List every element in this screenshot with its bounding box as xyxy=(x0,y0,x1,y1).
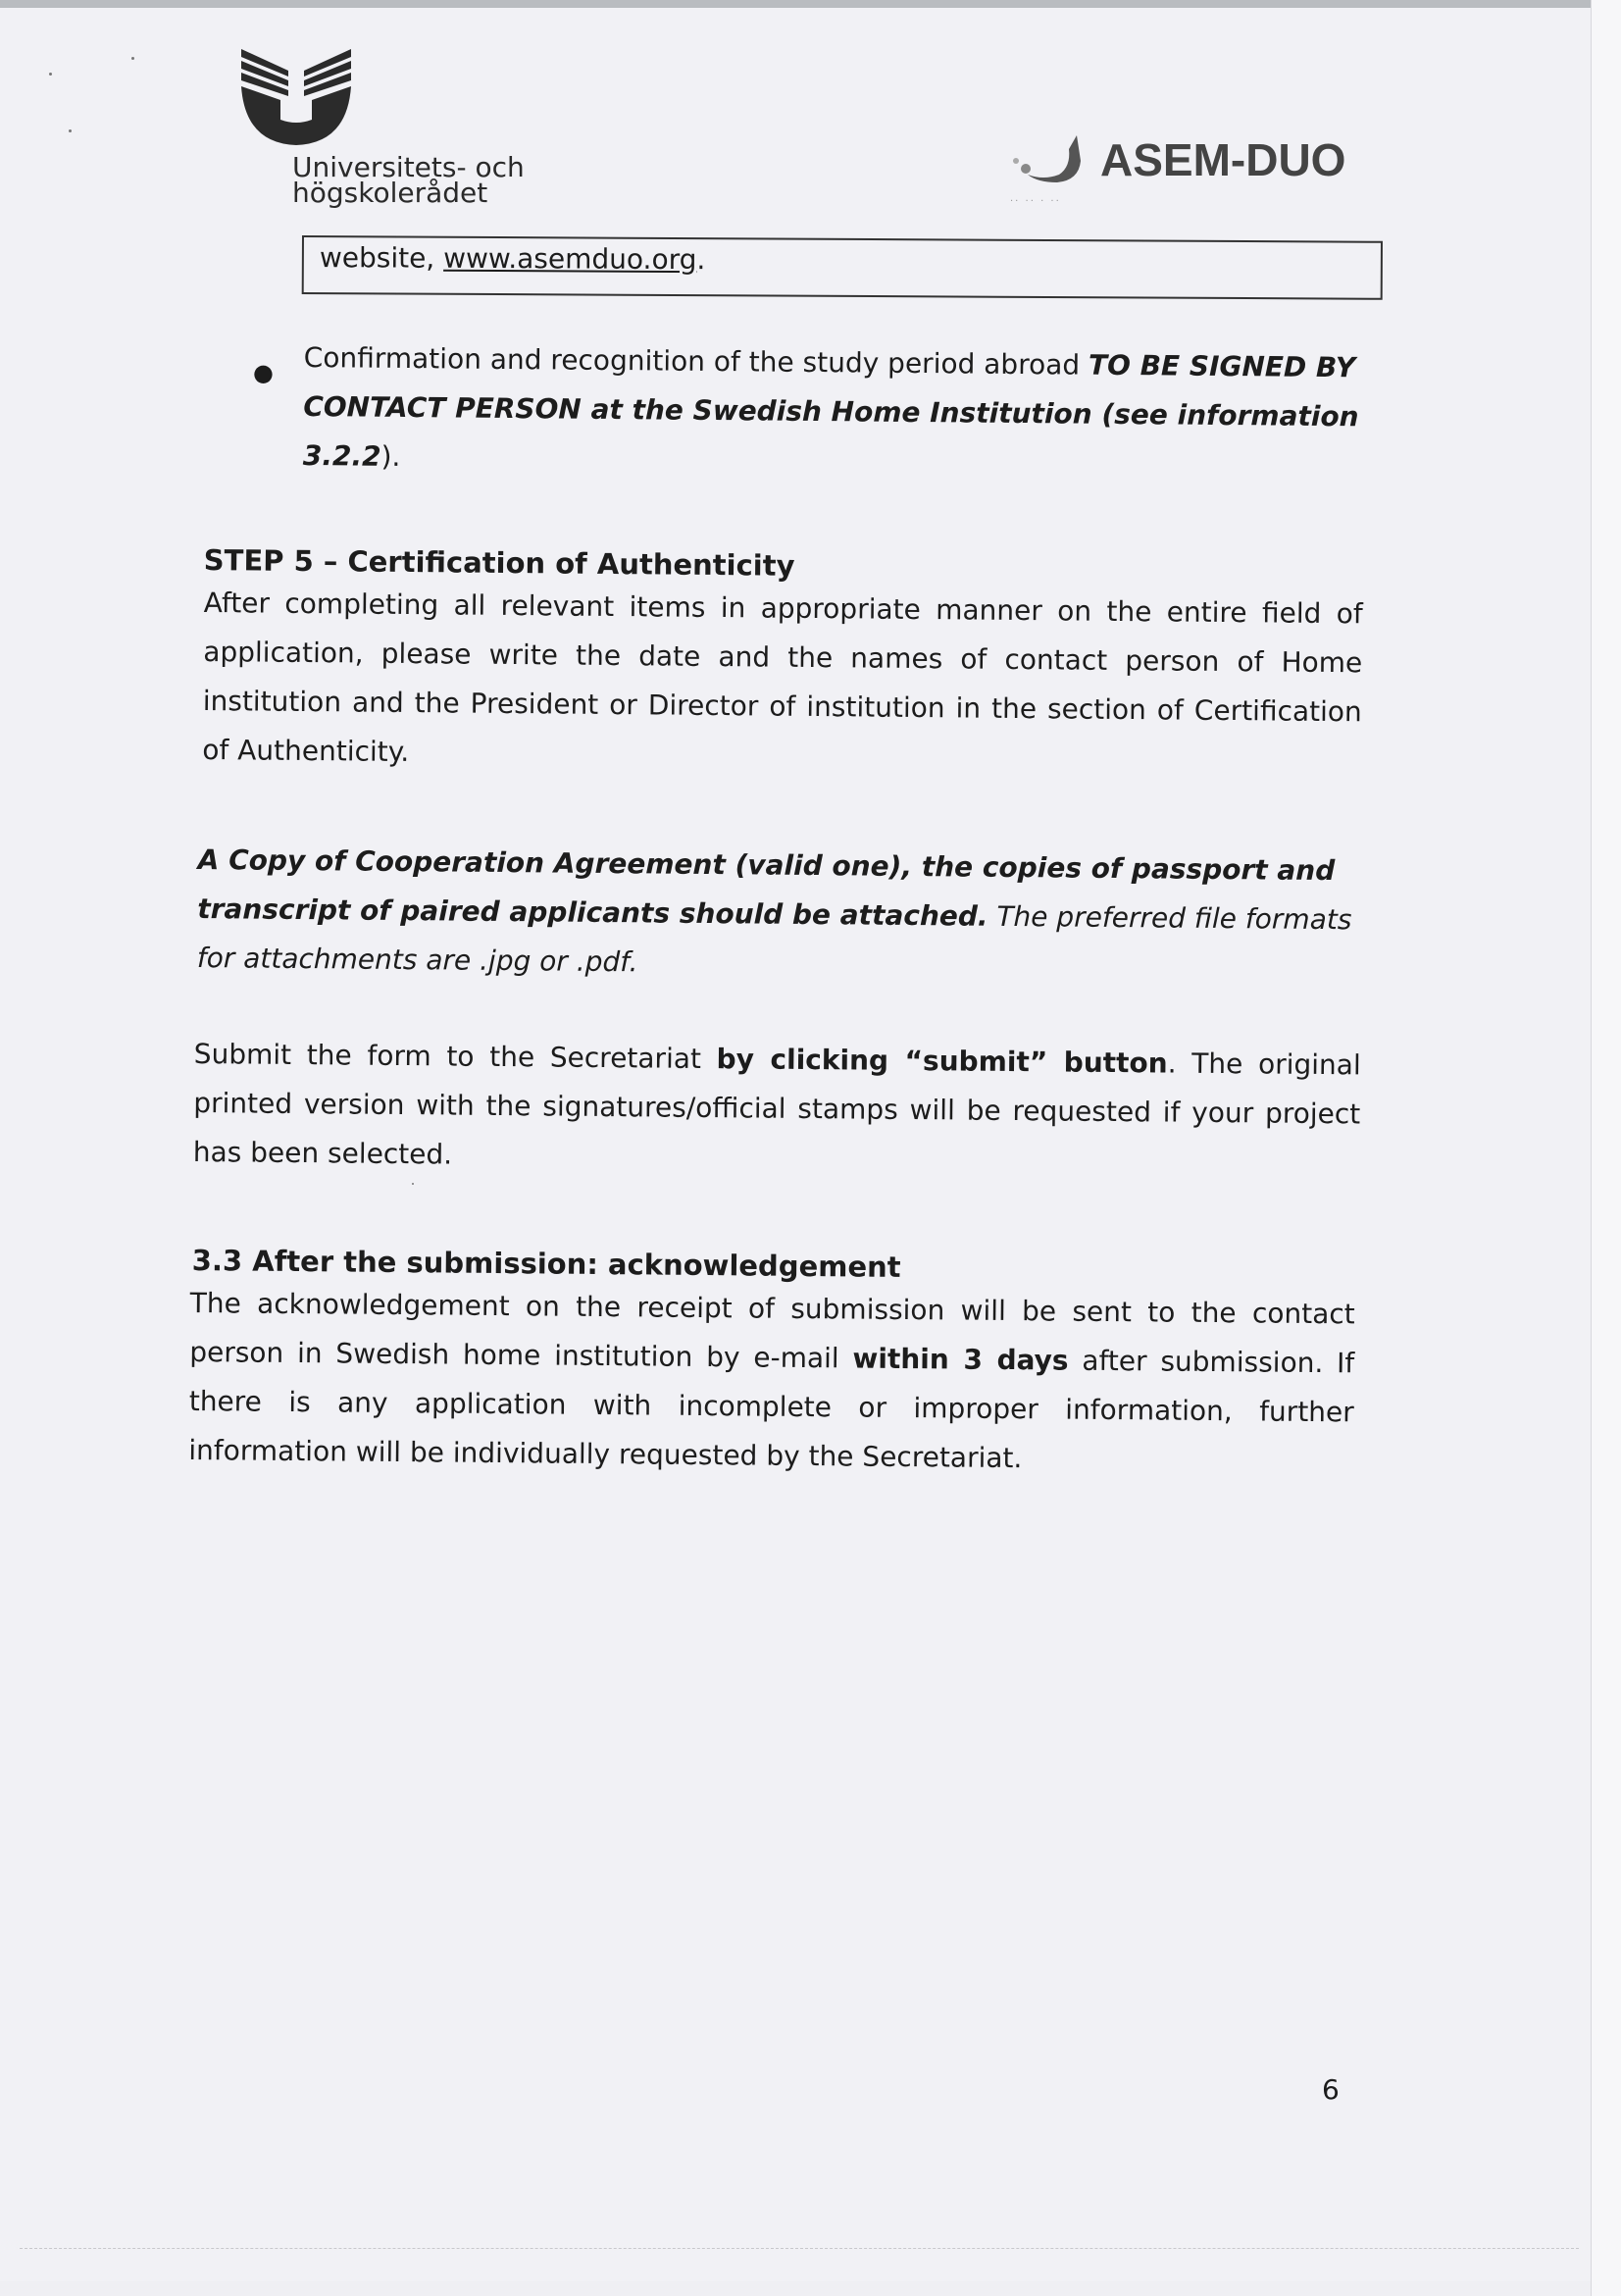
website-link[interactable]: www.asemduo.org xyxy=(443,241,697,277)
asem-duo-faint-mark: ·· ·· · ·· xyxy=(1010,196,1061,207)
scan-speck xyxy=(49,73,52,76)
bullet-emphasis: TO BE SIGNED BY CONTACT PERSON at the Swedish Home Institution (see information 3.2.2 xyxy=(302,348,1359,473)
attachments-paragraph xyxy=(197,836,1365,994)
submit-tail: . The original printed version with the signatures/official stamps will be requested if your project has been selected. xyxy=(192,1046,1361,1171)
section-3-3-heading: 3.3 After the submission: acknowledgement xyxy=(191,1243,901,1284)
attachments-formats: The preferred file formats for attachments are .jpg or .pdf. xyxy=(196,899,1352,979)
ack-text: The acknowledgement on the receipt of submission will be sent to the contact person in Swedish home institution by e-mail xyxy=(189,1286,1355,1375)
bullet-dot-icon: ● xyxy=(253,359,274,386)
bullet-tail: ). xyxy=(380,439,401,473)
ack-emphasis: within 3 days xyxy=(852,1342,1069,1377)
website-box xyxy=(302,235,1383,300)
attachments-emphasis: A Copy of Cooperation Agreement (valid one), the copies of passport and transcript of paired applicants should be attached. xyxy=(197,842,1336,933)
scan-speck xyxy=(131,57,134,60)
submit-text: Submit the form to the Secretariat xyxy=(193,1037,717,1076)
scan-speck xyxy=(412,1183,414,1185)
uhr-wordmark-line1: Universitets- och xyxy=(292,151,525,183)
uhr-wordmark-line2: högskolerådet xyxy=(292,177,488,209)
uhr-wordmark xyxy=(292,151,525,209)
scan-right-edge xyxy=(1591,0,1621,2296)
bullet-text: Confirmation and recognition of the study period abroad xyxy=(303,340,1089,382)
scan-speck xyxy=(69,129,72,132)
ack-tail: after submission. If there is any application with incomplete or improper information, further information will be individually requested by the Secretariat. xyxy=(188,1344,1355,1475)
website-line xyxy=(320,241,706,276)
website-suffix: . xyxy=(696,243,706,277)
scan-top-edge xyxy=(0,0,1621,8)
uhr-logo-icon xyxy=(237,43,355,151)
scan-bottom-edge xyxy=(20,2248,1579,2249)
bullet-confirmation xyxy=(303,333,1373,490)
section-3-3-paragraph xyxy=(188,1279,1355,1486)
submit-emphasis: by clicking “submit” button xyxy=(716,1043,1168,1080)
submit-paragraph xyxy=(193,1030,1361,1188)
asem-duo-wordmark: ASEM-DUO xyxy=(1100,134,1346,185)
step5-heading: STEP 5 – Certification of Authenticity xyxy=(203,542,795,583)
step5-paragraph: After completing all relevant items in appropriate manner on the entire field of application, please write the date and the names of contact person of Home institution and the President or Director of institution in the section of Certification of Authenticity. xyxy=(202,586,1363,769)
asem-duo-logo-icon xyxy=(1008,131,1090,190)
website-prefix: website, xyxy=(319,241,444,275)
page-number: 6 xyxy=(1322,2073,1340,2106)
